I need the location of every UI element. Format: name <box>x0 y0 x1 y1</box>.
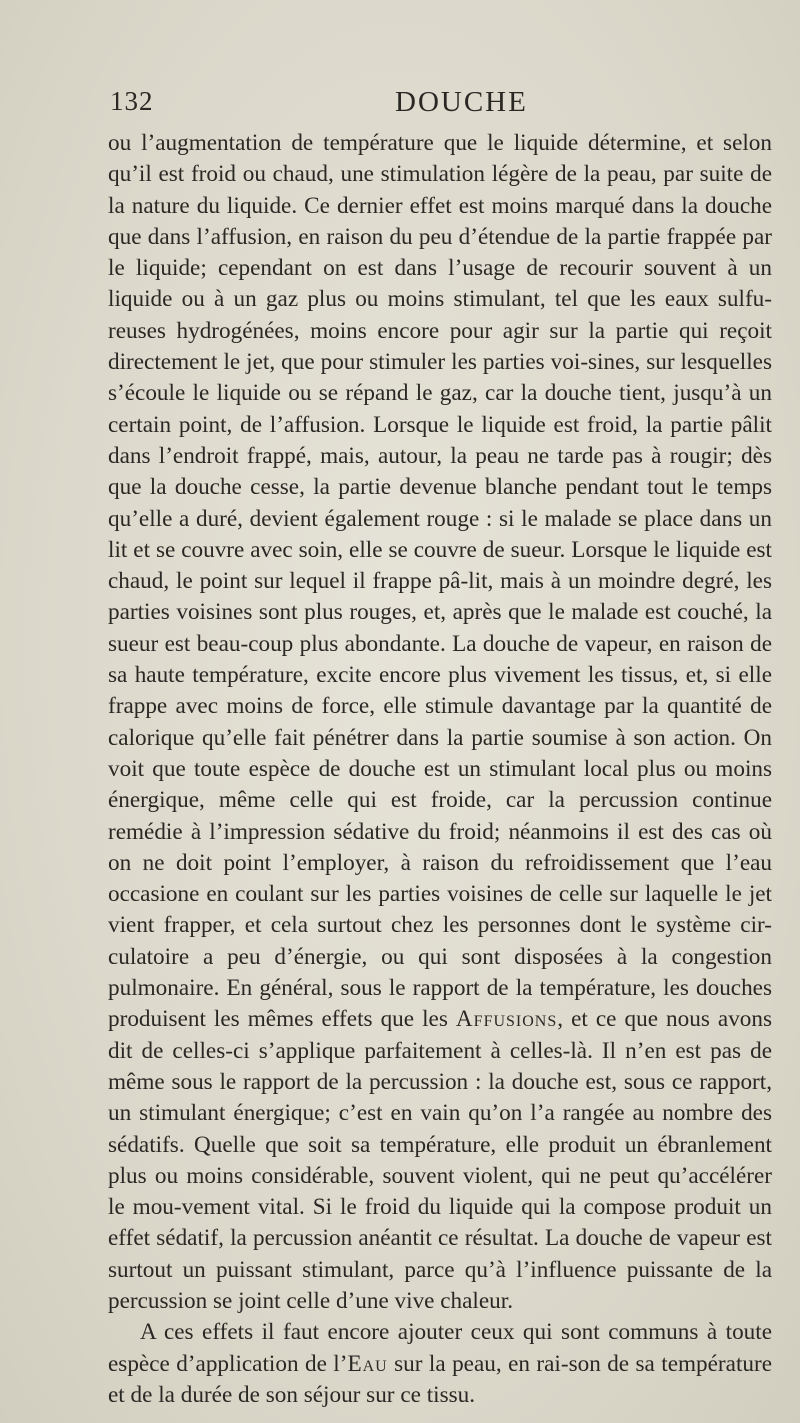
paragraph-1 <box>108 128 772 1317</box>
paragraph-2-text-a: A ces effets il faut encore ajouter ceux qui sont communs à toute espèce d’application de l’ <box>108 1319 772 1377</box>
page-number: 132 <box>110 86 154 116</box>
paragraph-1-text-b: , et ce que nous avons dit de celles-ci s’applique parfaitement à celles-là. Il n’en est pas de même sous le rapport de la percussion : la douche est, sous ce rapport, un stimulant énergique; c’est en vain qu’on l’a rangée au nombre des sédatifs. Quelle que soit sa température, elle produit un ébranlement plus ou moins considérable, souvent violent, qui ne peut qu’accélérer le mou-vement vital. Si le froid du liquide qui la compose produit un effet sédatif, la percussion anéantit ce résultat. La douche de vapeur est surtout un puissant stimulant, parce qu’à l’influence puissante de la percussion se joint celle d’une vive chaleur. <box>108 1006 772 1314</box>
paragraph-2 <box>108 1317 772 1411</box>
paragraph-1-smallcaps: Affusions <box>455 1006 558 1033</box>
paragraph-2-text-b: sur la peau, en rai-son de sa température et de la durée de son séjour sur ce tissu. <box>108 1350 772 1408</box>
body-text <box>108 128 772 1411</box>
paragraph-2-smallcaps: Eau <box>347 1350 388 1377</box>
page-header <box>110 86 770 126</box>
running-head: DOUCHE <box>395 86 528 118</box>
paragraph-1-text-a: ou l’augmentation de température que le liquide détermine, et selon qu’il est froid ou chaud, une stimulation légère de la peau, par suite de la nature du liquide. Ce dernier effet est moins marqué dans la douche que dans l’affusion, en raison du peu d’étendue de la partie frappée par le liquide; cependant on est dans l’usage de recourir souvent à un liquide ou à un gaz plus ou moins stimulant, tel que les eaux sulfu-reuses hydrogénées, moins encore pour agir sur la partie qui reçoit directement le jet, que pour stimuler les parties voi-sines, sur lesquelles s’écoule le liquide ou se répand le gaz, car la douche tient, jusqu’à un certain point, de l’affusion. Lorsque le liquide est froid, la partie pâlit dans l’endroit frappé, mais, autour, la peau ne tarde pas à rougir; dès que la douche cesse, la partie devenue blanche pendant tout le temps qu’elle a duré, devient également rouge : si le malade se place dans un lit et se couvre avec soin, elle se couvre de sueur. Lorsque le liquide est chaud, le point sur lequel il frappe pâ-lit, mais à un moindre degré, les parties voisines sont plus rouges, et, après que le malade est couché, la sueur est beau-coup plus abondante. La douche de vapeur, en raison de sa haute température, excite encore plus vivement les tissus, et, si elle frappe avec moins de force, elle stimule davantage par la quantité de calorique qu’elle fait pénétrer dans la partie soumise à son action. On voit que toute espèce de douche est un stimulant local plus ou moins énergique, même celle qui est froide, car la percussion continue remédie à l’impression sédative du froid; néanmoins il est des cas où on ne doit point l’employer, à raison du refroidissement que l’eau occasione en coulant sur les parties voisines de celle sur laquelle le jet vient frapper, et cela surtout chez les personnes dont le système cir-culatoire a peu d’énergie, ou qui sont disposées à la congestion pulmonaire. En général, sous le rapport de la température, les douches produisent les mêmes effets que les <box>108 130 772 1033</box>
